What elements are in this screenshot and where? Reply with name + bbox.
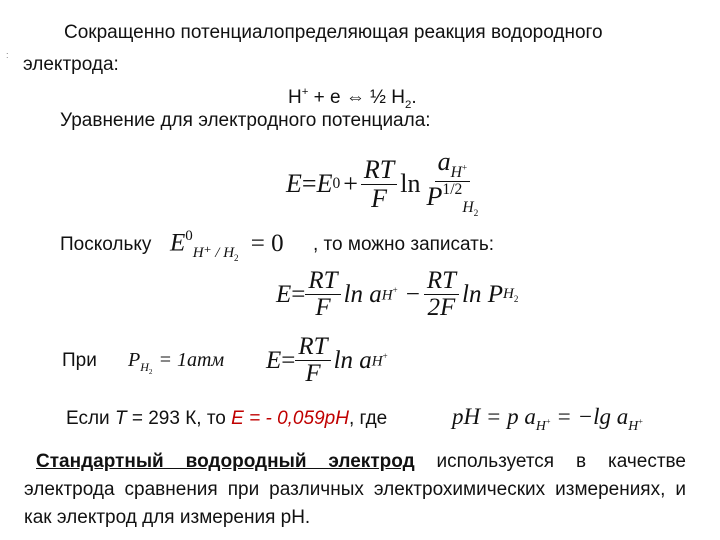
- eq1-rt: RT: [361, 156, 397, 184]
- eq2-ln-p: ln P: [462, 280, 503, 308]
- if-prefix: Если: [66, 408, 115, 429]
- if-line: [66, 408, 387, 430]
- ph-a2-sub: H: [628, 418, 639, 434]
- at-p: P: [128, 349, 141, 371]
- ph-a-sub: H: [535, 418, 546, 434]
- at-p-sub: H: [140, 360, 149, 375]
- reaction-h2-sub: 2: [405, 99, 412, 112]
- intro-line-2: электрода:: [23, 54, 119, 75]
- since-e-sub: H⁺ / H: [192, 245, 235, 262]
- reaction-electron: + e: [308, 86, 346, 108]
- eq2-rt2: RT: [424, 268, 459, 295]
- since-e: E: [170, 229, 186, 257]
- eq1-fraction-rt-f: [361, 156, 397, 212]
- eq3-a-sub: H: [371, 353, 383, 370]
- at-eq: = 1атм: [158, 349, 225, 371]
- double-arrow-icon: ⇔: [345, 86, 365, 108]
- since-word: Поскольку: [60, 234, 152, 255]
- eq2-fraction-rt-f: [305, 268, 340, 322]
- pressure-condition: [128, 349, 224, 377]
- eq3-rt: RT: [295, 334, 330, 361]
- eq2-equals: =: [291, 280, 306, 308]
- eq1-e0: E: [316, 169, 333, 199]
- ph-eq-pa: = p a: [480, 404, 536, 429]
- standard-electrode-term: Стандартный водородный электрод: [36, 451, 415, 472]
- eq1-plus: +: [343, 169, 358, 199]
- eq2-fraction-rt-2f: [424, 268, 459, 322]
- eq1-a-sub-sup: +: [461, 163, 468, 174]
- eq3-a-sub-sup: +: [382, 351, 388, 362]
- eq3-fraction-rt-f: [295, 334, 330, 388]
- standard-electrode-paragraph: [24, 448, 686, 532]
- eq1-equals: =: [301, 169, 317, 199]
- eq2-p-sub-sub: 2: [513, 293, 519, 304]
- eq2-minus: −: [405, 280, 420, 308]
- ph-a2-sub-sup: +: [638, 417, 643, 427]
- if-suffix: , где: [348, 408, 388, 429]
- eq1-a: a: [437, 147, 451, 176]
- eq2-ln-a: ln a: [343, 280, 382, 308]
- intro-line-1: Сокращенно потенциалопределяющая реакция водородного: [64, 22, 603, 43]
- reaction-h-charge: +: [301, 86, 309, 98]
- since-e-sup: 0: [185, 228, 193, 244]
- if-t-value: = 293 К, то: [126, 408, 232, 429]
- potential-equation-3: [266, 334, 388, 388]
- potential-equation-2: [276, 268, 518, 322]
- since-eq-zero: = 0: [250, 229, 284, 257]
- eq3-equals: =: [281, 346, 296, 374]
- eq2-a-sub-sup: +: [392, 285, 398, 296]
- eq1-f: F: [371, 183, 388, 213]
- ph-potential-red: E = - 0,059pH: [231, 408, 349, 429]
- reaction-equation: [288, 86, 417, 111]
- eq1-ln: ln: [400, 169, 421, 199]
- eq1-p: P: [426, 182, 443, 212]
- eq3-f: F: [305, 360, 321, 388]
- eq3-ln-a: ln a: [333, 346, 372, 374]
- eq2-2f: 2F: [427, 294, 456, 322]
- standard-electrode-rest: используется в качестве электрода сравнения при различных электрохимических измерениях, и как электрод для измерения pH.: [24, 451, 686, 528]
- equation-heading: Уравнение для электродного потенциала:: [60, 110, 431, 131]
- reaction-h: H: [288, 86, 302, 108]
- standard-potential-expr: [170, 228, 284, 263]
- eq1-e0-sup: 0: [332, 175, 341, 193]
- eq1-p-sub-sub: 2: [473, 209, 479, 220]
- eq1-a-sub: H: [450, 164, 462, 182]
- margin-marker: :: [6, 50, 9, 60]
- at-word: При: [62, 350, 97, 371]
- eq1-p-sub: H: [462, 199, 474, 217]
- eq2-p-sub: H: [502, 285, 514, 302]
- eq3-lhs: E: [266, 346, 282, 374]
- eq1-fraction-a-p: [424, 148, 482, 220]
- at-p-sub-sub: 2: [148, 368, 153, 377]
- ph-a-sub-sup: +: [545, 417, 551, 427]
- ph-symbol: pH: [452, 404, 481, 429]
- eq2-lhs: E: [276, 280, 292, 308]
- eq2-f: F: [315, 294, 331, 322]
- since-e-sub-sub: 2: [234, 253, 239, 264]
- eq1-p-sup: 1/2: [442, 181, 463, 199]
- eq1-lhs: E: [286, 169, 302, 199]
- if-t: T: [114, 408, 127, 429]
- eq2-rt: RT: [305, 268, 340, 295]
- reaction-dot: .: [411, 86, 417, 108]
- ph-eq-lg: = −lg a: [550, 404, 629, 429]
- nernst-equation: [286, 148, 481, 220]
- eq2-a-sub: H: [381, 287, 393, 304]
- reaction-h2: ½ H: [364, 86, 406, 108]
- since-tail: , то можно записать:: [313, 234, 495, 255]
- ph-definition: [452, 404, 643, 434]
